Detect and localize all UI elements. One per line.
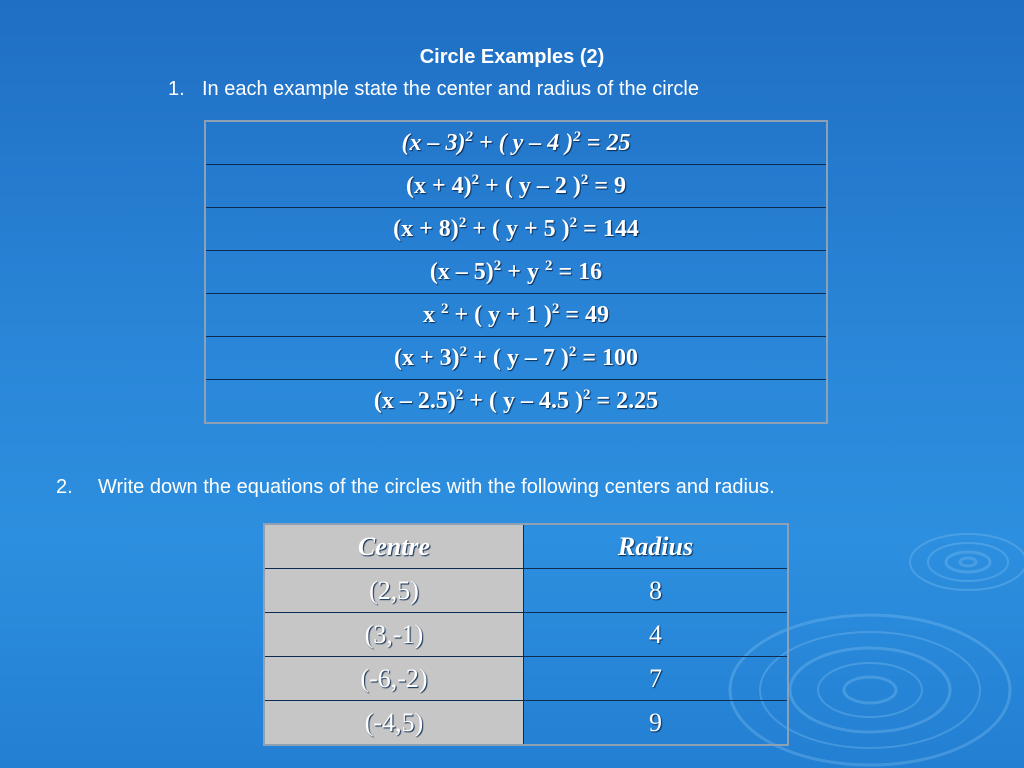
equation-cell — [205, 121, 827, 165]
exponent: 2 — [458, 214, 467, 231]
radius-cell: 9 — [649, 707, 662, 737]
exponent: 2 — [459, 343, 468, 360]
equation-text: (x – 3) — [401, 129, 466, 156]
equation-row — [205, 337, 827, 380]
question-2 — [56, 476, 775, 499]
centre-header: Centre — [264, 524, 524, 569]
equation-text: (x – 5) — [429, 258, 494, 285]
radius-cell: 4 — [524, 613, 789, 657]
question-1 — [168, 78, 699, 101]
question-2-number: 2. — [56, 476, 73, 498]
centre-cell: (-4,5) — [264, 701, 524, 746]
exponent: 2 — [471, 171, 480, 188]
radius-cell: 8 — [524, 569, 789, 613]
equation-text: (x – 2.5) — [373, 387, 456, 414]
equation-row — [205, 380, 827, 424]
equation-row — [205, 294, 827, 337]
exponent: 2 — [580, 171, 589, 188]
equation-cell — [205, 337, 827, 380]
equation-text: + ( y – 2 ) — [479, 172, 581, 199]
equation-text: + ( y – 4.5 ) — [463, 387, 583, 414]
exponent: 2 — [455, 386, 464, 403]
equation-text: = 16 — [552, 258, 603, 285]
exponent: 2 — [493, 257, 502, 274]
question-1-number: 1. — [168, 78, 185, 100]
table-row — [264, 701, 788, 746]
exponent: 2 — [582, 386, 591, 403]
radius-cell: 7 — [524, 657, 789, 701]
centre-cell: (3,-1) — [264, 613, 524, 657]
question-1-text: In each example state the center and radius of the circle — [202, 78, 699, 100]
equation-cell — [205, 165, 827, 208]
exponent: 2 — [573, 128, 581, 145]
header-row — [264, 524, 788, 569]
table-row — [264, 657, 788, 701]
table-row — [264, 613, 788, 657]
equation-text: = 144 — [577, 215, 639, 242]
exponent: 2 — [440, 300, 449, 317]
exponent: 2 — [569, 214, 578, 231]
equations-table — [204, 120, 828, 424]
equation-text: + ( y – 7 ) — [467, 344, 569, 371]
centre-cell: (-6,-2) — [264, 657, 524, 701]
equation-cell — [205, 251, 827, 294]
equation-text: (x + 3) — [393, 344, 460, 371]
equation-text: = 25 — [580, 129, 631, 156]
exponent: 2 — [544, 257, 553, 274]
equation-row — [205, 165, 827, 208]
equation-text: = 100 — [576, 344, 639, 371]
equation-cell — [205, 294, 827, 337]
equation-row — [205, 251, 827, 294]
equation-text: + ( y – 4 ) — [472, 129, 574, 156]
radius-header: Radius — [524, 524, 789, 569]
equation-row — [205, 208, 827, 251]
equation-text: (x + 4) — [405, 172, 472, 199]
question-2-text: Write down the equations of the circles with the following centers and radius. — [98, 476, 775, 498]
equation-text: = 2.25 — [590, 387, 659, 414]
equation-text: = 49 — [559, 301, 610, 328]
equation-cell — [205, 380, 827, 424]
exponent: 2 — [551, 300, 560, 317]
equation-cell — [205, 208, 827, 251]
exponent: 2 — [465, 128, 473, 145]
equation-text: + ( y + 1 ) — [448, 301, 552, 328]
equation-text: (x + 8) — [393, 215, 459, 242]
slide-title: Circle Examples (2) — [419, 46, 605, 68]
equation-text: + ( y + 5 ) — [466, 215, 570, 242]
centre-radius-table — [263, 523, 789, 746]
equation-row — [205, 121, 827, 165]
table-row — [264, 569, 788, 613]
exponent: 2 — [568, 343, 577, 360]
equation-text: + y — [501, 258, 545, 285]
equation-text: = 9 — [588, 172, 627, 199]
equation-text: x — [422, 301, 441, 328]
centre-cell: (2,5) — [264, 569, 524, 613]
